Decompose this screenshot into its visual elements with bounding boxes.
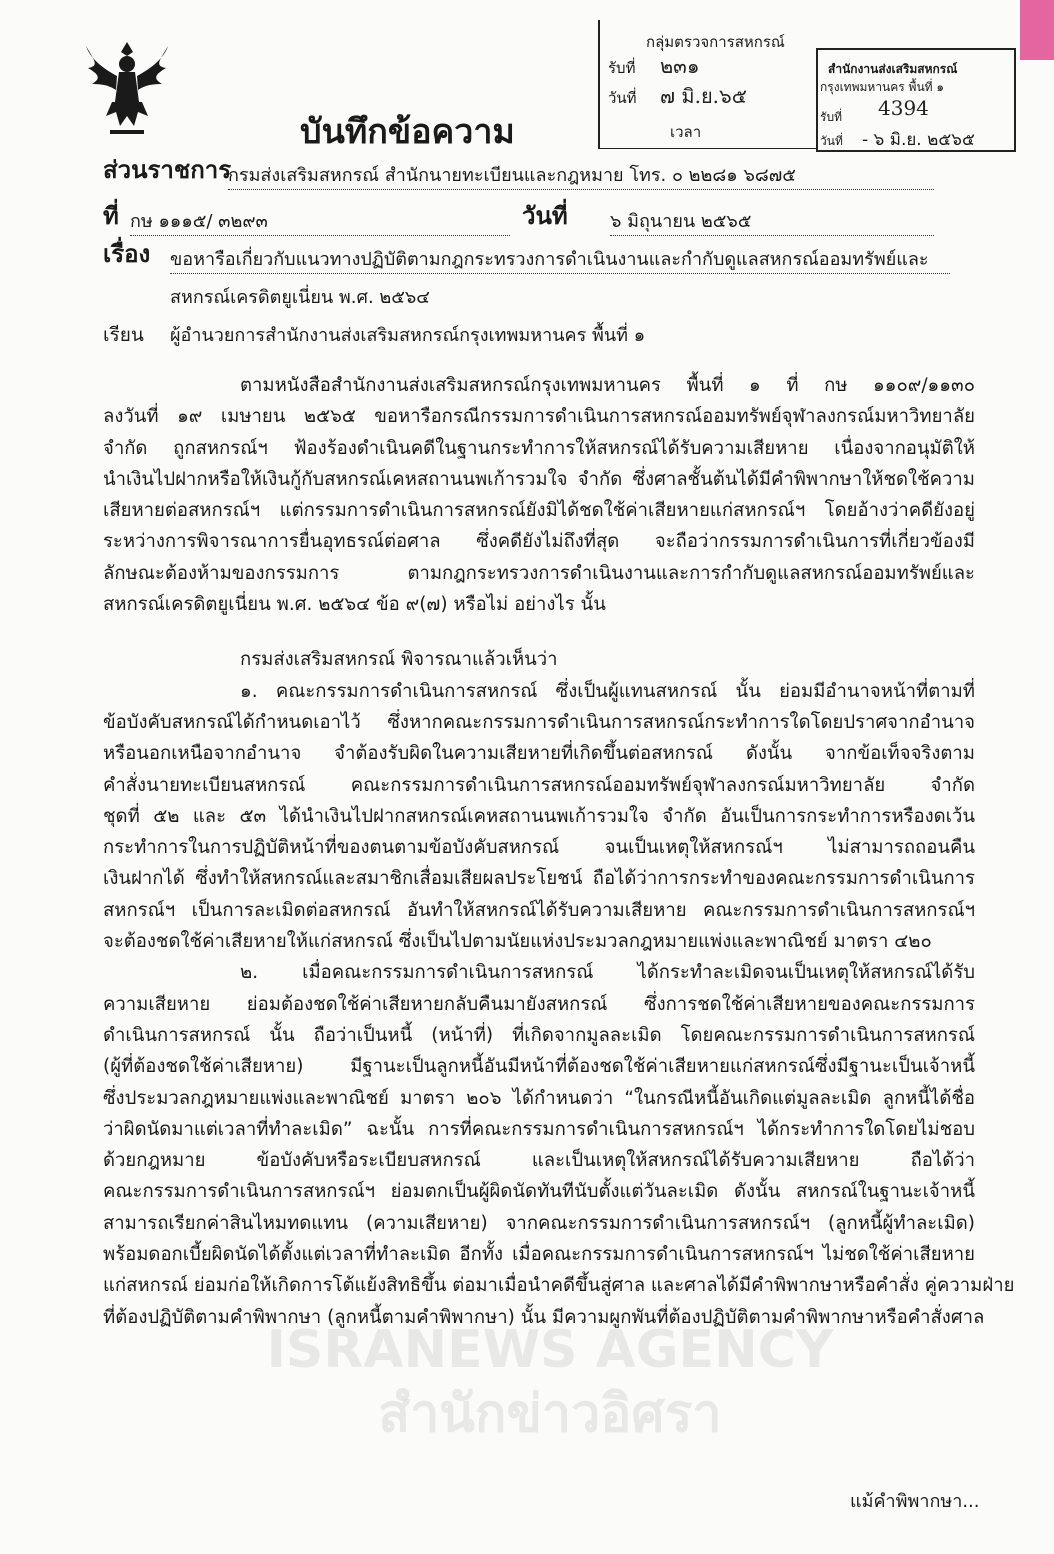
inspection-received-stamp (598, 20, 816, 149)
body-line: พร้อมดอกเบี้ยผิดนัดได้ตั้งแต่เวลาที่ทำละเมิด อีกทั้ง เมื่อคณะกรรมการดำเนินการสหกรณ์ฯ ไม่ชดใช้ค่าเสียหาย (103, 1244, 975, 1266)
body-line: ความเสียหาย ย่อมต้องชดใช้ค่าเสียหายกลับคืนมายังสหกรณ์ ซึ่งการชดใช้ค่าเสียหายของคณะกรรมการ (103, 993, 975, 1015)
subject-label: เรื่อง (103, 240, 151, 268)
body-line: แก่สหกรณ์ ย่อมก่อให้เกิดการโต้แย้งสิทธิขึ้น ต่อมาเมื่อนำคดีขึ้นสู่ศาล และศาลได้มีคำพิพากษาหรือคำสั่ง คู่ความฝ่าย (103, 1275, 1015, 1297)
stamp-recv-value: ๒๓๑ (660, 54, 700, 78)
body-line: ดำเนินการสหกรณ์ นั้น ถือว่าเป็นหนี้ (หน้าที่) ที่เกิดจากมูลละเมิด โดยคณะกรรมการดำเนินการสหกรณ์ (103, 1024, 975, 1046)
subject-line-2: สหกรณ์เครดิตยูเนี่ยน พ.ศ. ๒๕๖๔ (170, 287, 430, 308)
body-line: (ผู้ที่ต้องชดใช้ค่าเสียหาย) มีฐานะเป็นลูกหนี้อันมีหน้าที่ต้องชดใช้ค่าเสียหายแก่สหกรณ์ซึ่งมีฐานะเป็นเจ้าหนี้ (103, 1056, 975, 1078)
body-line: คณะกรรมการดำเนินการสหกรณ์ฯ ย่อมตกเป็นผู้ผิดนัดทันทีนับตั้งแต่วันละเมิด ดังนั้น สหกรณ์ในฐานะเจ้าหนี้ (103, 1181, 975, 1203)
stamp-time-label: เวลา (670, 123, 702, 141)
garuda-emblem-icon (82, 38, 172, 138)
ref-value: กษ ๑๑๑๕/ ๓๒๙๓ (130, 206, 510, 236)
ref-label: ที่ (103, 202, 119, 230)
body-line: สามารถเรียกค่าสินไหมทดแทน (ความเสียหาย) จากคณะกรรมการดำเนินการสหกรณ์ฯ (ลูกหนี้ผู้ทำละเมิด) (103, 1212, 975, 1234)
stamp-heading-2: กรุงเทพมหานคร พื้นที่ ๑ (820, 80, 944, 94)
body-line: ด้วยกฎหมาย ข้อบังคับหรือระเบียบสหกรณ์ และเป็นเหตุให้สหกรณ์ได้รับความเสียหาย ถือได้ว่า (103, 1150, 975, 1172)
date-value: ๖ มิถุนายน ๒๕๖๕ (610, 206, 934, 236)
body-line: ระหว่างการพิจารณาการยื่นอุทธรณ์ต่อศาล ซึ่งคดียังไม่ถึงที่สุด จะถือว่ากรรมการดำเนินการที่เกี่ยวข้องมี (103, 531, 975, 553)
agency-label: ส่วนราชการ (103, 156, 232, 184)
body-line: เงินฝากได้ ซึ่งทำให้สหกรณ์และสมาชิกเสื่อมเสียผลประโยชน์ ถือได้ว่าการกระทำของคณะกรรมการดำเนินการ (103, 868, 975, 890)
paragraph (103, 957, 1015, 1333)
body-line: ตามหนังสือสำนักงานส่งเสริมสหกรณ์กรุงเทพมหานคร พื้นที่ ๑ ที่ กษ ๑๑๐๙/๑๑๓๐ (240, 375, 975, 396)
continuation-text: แม้คำพิพากษา... (850, 1491, 980, 1512)
agency-value: กรมส่งเสริมสหกรณ์ สำนักนายทะเบียนและกฎหมาย โทร. ๐ ๒๒๘๑ ๖๘๗๕ (228, 160, 934, 190)
stamp-recv-label: รับที่ (820, 110, 842, 124)
watermark-line-1: ISRANEWS AGENCY (266, 1320, 834, 1380)
pink-tab-marker (1020, 0, 1054, 60)
watermark (250, 1318, 850, 1446)
stamp-date-value: - ๖ มิ.ย. ๒๕๖๕ (862, 130, 975, 150)
document-body (103, 370, 1015, 1333)
stamp-heading: กลุ่มตรวจการสหกรณ์ (646, 33, 785, 51)
stamp-heading-1: สำนักงานส่งเสริมสหกรณ์ (828, 62, 958, 76)
stamp-recv-label: รับที่ (608, 59, 636, 77)
body-line: หรือนอกเหนือจากอำนาจ จำต้องรับผิดในความเสียหายที่เกิดขึ้นต่อสหกรณ์ ดังนั้น จากข้อเท็จจริงตาม (103, 743, 975, 765)
body-line: กระทำการในการปฏิบัติหน้าที่ของตนตามข้อบังคับสหกรณ์ จนเป็นเหตุให้สหกรณ์ฯ ไม่สามารถถอนคืน (103, 837, 975, 859)
body-line: สหกรณ์ฯ เป็นการละเมิดต่อสหกรณ์ อันทำให้สหกรณ์ได้รับความเสียหาย คณะกรรมการดำเนินการสหกรณ์ฯ (103, 899, 975, 921)
paragraph (103, 644, 975, 675)
body-line: นำเงินไปฝากหรือให้เงินกู้กับสหกรณ์เคหสถานนพเก้ารวมใจ จำกัด ซึ่งศาลชั้นต้นได้มีคำพิพากษาให้ชดใช้ความ (103, 468, 975, 490)
stamp-date-value: ๗ มิ.ย.๖๕ (660, 84, 747, 108)
body-line: จะต้องชดใช้ค่าเสียหายให้แก่สหกรณ์ ซึ่งเป็นไปตามนัยแห่งประมวลกฎหมายแพ่งและพาณิชย์ มาตรา ๔๒๐ (103, 931, 932, 953)
to-label: เรียน (103, 324, 144, 346)
body-line: ว่าผิดนัดมาแต่เวลาที่ทำละเมิด” ฉะนั้น การที่คณะกรรมการดำเนินการสหกรณ์ฯ ได้กระทำการใดโดยไม่ชอบ (103, 1118, 975, 1140)
subject-line-1: ขอหารือเกี่ยวกับแนวทางปฏิบัติตามกฎกระทรวงการดำเนินงานและกำกับดูแลสหกรณ์ออมทรัพย์และ (170, 244, 950, 274)
body-line: เสียหายต่อสหกรณ์ฯ แต่กรรมการดำเนินการสหกรณ์ยังมิได้ชดใช้ค่าเสียหายแก่สหกรณ์ฯ โดยอ้างว่าคดียังอยู่ (103, 500, 975, 522)
paragraph (103, 676, 975, 958)
body-line: ลักษณะต้องห้ามของกรรมการ ตามกฎกระทรวงการดำเนินงานและการกำกับดูแลสหกรณ์ออมทรัพย์และ (103, 562, 975, 584)
body-line: ลงวันที่ ๑๙ เมษายน ๒๕๖๕ ขอหารือกรณีกรรมการดำเนินการสหกรณ์ออมทรัพย์จุฬาลงกรณ์มหาวิทยาลัย (103, 406, 975, 428)
stamp-date-label: วันที่ (608, 89, 637, 107)
watermark-line-2: สำนักข่าวอิศรา (378, 1384, 722, 1444)
body-line: ที่ต้องปฏิบัติตามคำพิพากษา (ลูกหนี้ตามคำพิพากษา) นั้น มีความผูกพันที่ต้องปฏิบัติตามคำพิพากษาหรือคำสั่งศาล (103, 1306, 985, 1328)
body-line: สหกรณ์เครดิตยูเนี่ยน พ.ศ. ๒๕๖๔ ข้อ ๙(๗) หรือไม่ อย่างไร นั้น (103, 594, 606, 616)
body-line: คำสั่งนายทะเบียนสหกรณ์ คณะกรรมการดำเนินการสหกรณ์ออมทรัพย์จุฬาลงกรณ์มหาวิทยาลัย จำกัด (103, 774, 975, 796)
body-line: จำกัด ถูกสหกรณ์ฯ ฟ้องร้องดำเนินคดีในฐานกระทำการให้สหกรณ์ได้รับความเสียหาย เนื่องจากอนุมัติให้ (103, 437, 975, 459)
body-line: กรมส่งเสริมสหกรณ์ พิจารณาแล้วเห็นว่า (240, 649, 558, 671)
stamp-date-label: วันที่ (820, 134, 843, 148)
office-received-stamp (816, 48, 1016, 152)
date-label: วันที่ (522, 202, 568, 230)
body-line: ๑. คณะกรรมการดำเนินการสหกรณ์ ซึ่งเป็นผู้แทนสหกรณ์ นั้น ย่อมมีอำนาจหน้าที่ตามที่ (240, 680, 975, 702)
body-line: ซึ่งประมวลกฎหมายแพ่งและพาณิชย์ มาตรา ๒๐๖ ได้กำหนดว่า “ในกรณีหนี้อันเกิดแต่มูลละเมิด ลูกหนี้ได้ชื่อ (103, 1087, 975, 1109)
page-title: บันทึกข้อความ (300, 112, 515, 152)
body-line: ข้อบังคับสหกรณ์ได้กำหนดเอาไว้ ซึ่งหากคณะกรรมการดำเนินการสหกรณ์กระทำการใดโดยปราศจากอำนาจ (103, 711, 975, 733)
to-value: ผู้อำนวยการสำนักงานส่งเสริมสหกรณ์กรุงเทพมหานคร พื้นที่ ๑ (170, 325, 646, 346)
paragraph (103, 370, 975, 620)
stamp-recv-value: 4394 (878, 96, 929, 120)
body-line: ๒. เมื่อคณะกรรมการดำเนินการสหกรณ์ ได้กระทำละเมิดจนเป็นเหตุให้สหกรณ์ได้รับ (240, 962, 975, 984)
body-line: ชุดที่ ๕๒ และ ๕๓ ได้นำเงินไปฝากสหกรณ์เคหสถานนพเก้ารวมใจ จำกัด อันเป็นการกระทำการหรืองดเว้น (103, 805, 975, 827)
